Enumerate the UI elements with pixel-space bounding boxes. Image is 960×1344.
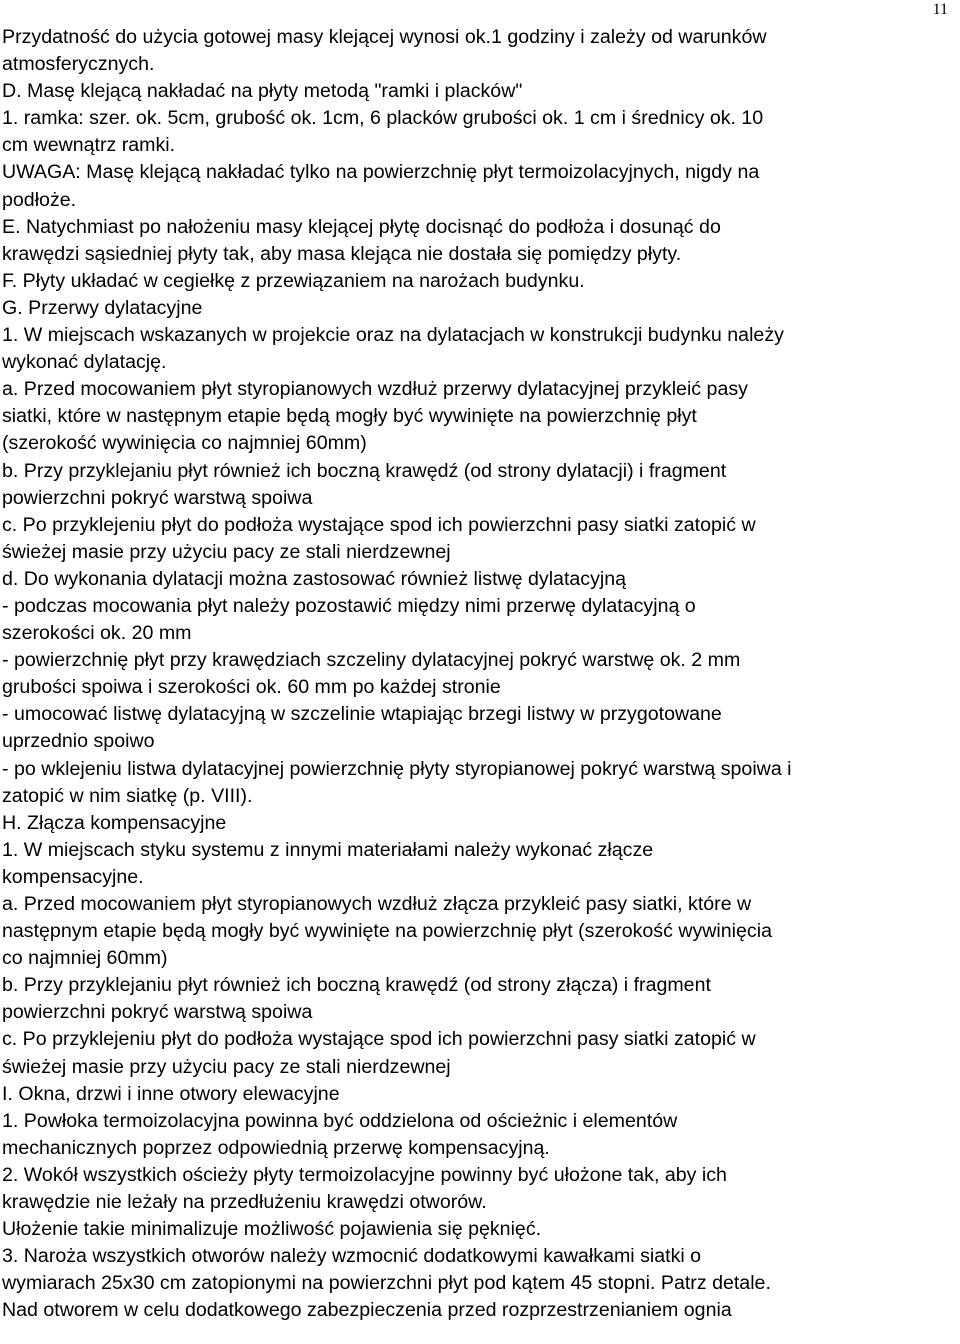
text-line: mechanicznych poprzez odpowiednią przerwę kompensacyjną. (2, 1136, 550, 1159)
page-number: 11 (932, 1, 948, 18)
text-line: wykonać dylatację. (2, 351, 167, 374)
text-line: 1. W miejscach styku systemu z innymi materiałami należy wykonać złącze (2, 838, 654, 861)
text-line: - po wklejeniu listwa dylatacyjnej powierzchnię płyty styropianowej pokryć warstwą spoiwa i (2, 757, 792, 780)
text-line: UWAGA: Masę klejącą nakładać tylko na powierzchnię płyt termoizolacyjnych, nigdy na (2, 161, 760, 184)
text-line: - umocować listwę dylatacyjną w szczelinie wtapiając brzegi listwy w przygotowane (2, 703, 722, 726)
text-line: 1. W miejscach wskazanych w projekcie oraz na dylatacjach w konstrukcji budynku należy (2, 324, 784, 347)
text-line: siatki, które w następnym etapie będą mogły być wywinięte na powierzchnię płyt (2, 405, 697, 428)
text-line: powierzchni pokryć warstwą spoiwa (2, 1001, 313, 1024)
text-line: kompensacyjne. (2, 865, 144, 888)
text-line: świeżej masie przy użyciu pacy ze stali nierdzewnej (2, 1055, 451, 1078)
text-line: 3. Naroża wszystkich otworów należy wzmocnić dodatkowymi kawałkami siatki o (2, 1245, 702, 1268)
text-line: krawędzie nie leżały na przedłużeniu krawędzi otworów. (2, 1191, 487, 1214)
text-line: Nad otworem w celu dodatkowego zabezpieczenia przed rozprzestrzenianiem ognia (2, 1299, 732, 1322)
text-line: b. Przy przyklejaniu płyt również ich boczną krawędź (od strony dylatacji) i fragment (2, 459, 727, 482)
text-line: cm wewnątrz ramki. (2, 134, 176, 157)
text-line: D. Masę klejącą nakładać na płyty metodą "ramki i placków" (2, 80, 523, 103)
text-line: - podczas mocowania płyt należy pozostawić między nimi przerwę dylatacyjną o (2, 594, 696, 617)
text-line: następnym etapie będą mogły być wywinięte na powierzchnię płyt (szerokość wywinięcia (2, 920, 772, 943)
section-heading: I. Okna, drzwi i inne otwory elewacyjne (2, 1082, 340, 1105)
text-line: 1. Powłoka termoizolacyjna powinna być oddzielona od ościeżnic i elementów (2, 1109, 678, 1132)
text-line: wymiarach 25x30 cm zatopionymi na powierzchni płyt pod kątem 45 stopni. Patrz detale. (2, 1272, 771, 1295)
text-line: powierzchni pokryć warstwą spoiwa (2, 486, 313, 509)
text-line: F. Płyty układać w cegiełkę z przewiązaniem na narożach budynku. (2, 269, 585, 292)
text-line: świeżej masie przy użyciu pacy ze stali nierdzewnej (2, 540, 451, 563)
text-line: podłoże. (2, 188, 77, 211)
text-line: krawędzi sąsiedniej płyty tak, aby masa klejąca nie dostała się pomiędzy płyty. (2, 242, 682, 265)
text-line: 1. ramka: szer. ok. 5cm, grubość ok. 1cm, 6 placków grubości ok. 1 cm i średnicy ok. 10 (2, 107, 764, 130)
text-line: uprzednio spoiwo (2, 730, 155, 753)
document-body (2, 24, 954, 1325)
text-line: d. Do wykonania dylatacji można zastosować również listwę dylatacyjną (2, 567, 627, 590)
text-line: szerokości ok. 20 mm (2, 622, 192, 645)
text-line: zatopić w nim siatkę (p. VIII). (2, 784, 253, 807)
text-line: - powierzchnię płyt przy krawędziach szczeliny dylatacyjnej pokryć warstwę ok. 2 mm (2, 649, 741, 672)
section-heading: G. Przerwy dylatacyjne (2, 296, 203, 319)
text-line: b. Przy przyklejaniu płyt również ich boczną krawędź (od strony złącza) i fragment (2, 974, 711, 997)
text-line: grubości spoiwa i szerokości ok. 60 mm po każdej stronie (2, 676, 501, 699)
text-line: 2. Wokół wszystkich ościeży płyty termoizolacyjne powinny być ułożone tak, aby ich (2, 1163, 727, 1186)
text-line: (szerokość wywinięcia co najmniej 60mm) (2, 432, 367, 455)
text-line: a. Przed mocowaniem płyt styropianowych wzdłuż złącza przykleić pasy siatki, które w (2, 893, 752, 915)
text-line: atmosferycznych. (2, 53, 155, 76)
text-line: Przydatność do użycia gotowej masy klejącej wynosi ok.1 godziny i zależy od warunków (2, 26, 767, 48)
text-line: c. Po przyklejeniu płyt do podłoża wystające spod ich powierzchni pasy siatki zatopić w (2, 513, 756, 536)
text-line: a. Przed mocowaniem płyt styropianowych wzdłuż przerwy dylatacyjnej przykleić pasy (2, 378, 748, 401)
text-line: Ułożenie takie minimalizuje możliwość pojawienia się pęknięć. (2, 1218, 542, 1241)
text-line: co najmniej 60mm) (2, 947, 168, 970)
text-line: c. Po przyklejeniu płyt do podłoża wystające spod ich powierzchni pasy siatki zatopić w (2, 1028, 756, 1051)
section-heading: H. Złącza kompensacyjne (2, 811, 227, 834)
text-line: E. Natychmiast po nałożeniu masy klejącej płytę docisnąć do podłoża i dosunąć do (2, 215, 721, 238)
